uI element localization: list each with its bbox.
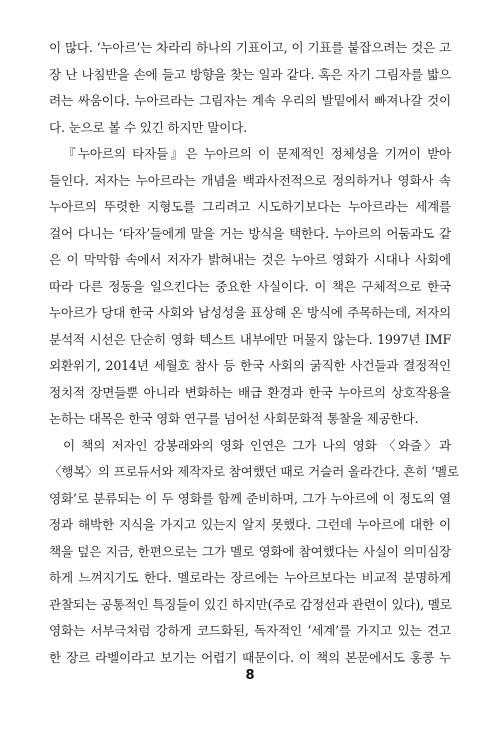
page-body xyxy=(49,35,459,671)
text-line: 이 책의 저자인 강봉래와의 영화 인연은 그가 나의 영화 〈와즐〉과 xyxy=(63,437,451,453)
text-line: 누아르의 뚜렷한 지형도를 그리려고 시도하기보다는 누아르라는 세계를 xyxy=(49,199,451,214)
text-line: 영화’로 분류되는 이 두 영화를 함께 준비하며, 그가 누아르에 이 정도의 열 xyxy=(49,490,451,506)
text-line: 은 이 막막함 속에서 저자가 밝혀내는 것은 누아르 영화가 시대나 사회에 xyxy=(49,252,451,267)
paragraph-3 xyxy=(49,433,459,672)
text-line: 〈행복〉의 프로듀서와 제작자로 참여했던 때로 거슬러 올라간다. 흔히 ‘멜로 xyxy=(49,464,459,479)
text-line: 걸어 다니는 ‘타자’들에게 말을 거는 방식을 택한다. 누아르의 어둠과도 같 xyxy=(49,225,451,241)
text-line: 책을 덮은 지금, 한편으로는 그가 멜로 영화에 참여했다는 사실이 의미심장 xyxy=(49,543,451,559)
text-line: 분석적 시선은 단순히 영화 텍스트 내부에만 머물지 않는다. 1997년 IMF xyxy=(49,331,451,347)
paragraph-1 xyxy=(49,35,451,141)
text-line: 한 장르 라벨이라고 보기는 어렵기 때문이다. 이 책의 본문에서도 홍콩 누 xyxy=(49,649,451,665)
text-line: 『누아르의 타자들』은 누아르의 이 문제적인 정체성을 기꺼이 받아 xyxy=(63,146,451,161)
text-line: 관찰되는 공통적인 특징들이 있긴 하지만(주로 감정선과 관련이 있다), 멜로 xyxy=(49,596,452,612)
text-line: 이 많다. ‘누아르’는 차라리 하나의 기표이고, 이 기표를 붙잡으려는 것은 고 xyxy=(49,40,451,55)
page-number: 8 xyxy=(245,668,255,683)
text-line: 외환위기, 2014년 세월호 참사 등 한국 사회의 굵직한 사건들과 결정적인 xyxy=(49,358,451,373)
text-line: 들인다. 저자는 누아르라는 개념을 백과사전적으로 정의하거나 영화사 속 xyxy=(49,172,451,188)
text-line: 누아르가 당대 한국 사회와 남성성을 표상해 온 방식에 주목하는데, 저자의 xyxy=(49,305,451,320)
text-line: 정치적 장면들뿐 아니라 변화하는 배급 환경과 한국 누아르의 상호작용을 xyxy=(49,384,451,400)
text-line: 논하는 대목은 한국 영화 연구를 넘어선 사회문화적 통찰을 제공한다. xyxy=(49,411,419,426)
text-line: 려는 싸움이다. 누아르라는 그림자는 계속 우리의 발밑에서 빠져나갈 것이 xyxy=(49,93,451,108)
text-line: 다. 눈으로 볼 수 있긴 하지만 말이다. xyxy=(49,119,247,135)
text-line: 장 난 나침반을 손에 들고 방향을 찾는 일과 같다. 혹은 자기 그림자를 밟으 xyxy=(49,66,451,82)
text-line: 하게 느껴지기도 한다. 멜로라는 장르에는 누아르보다는 비교적 분명하게 xyxy=(49,570,451,585)
text-line: 영화는 서부극처럼 강하게 코드화된, 독자적인 ‘세계’를 가지고 있는 견고 xyxy=(49,623,451,638)
text-line: 따라 다른 정동을 일으킨다는 중요한 사실이다. 이 책은 구체적으로 한국 xyxy=(49,278,451,294)
text-line: 정과 해박한 지식을 가지고 있는지 알지 못했다. 그런데 누아르에 대한 이 xyxy=(49,517,451,532)
paragraph-2 xyxy=(49,141,451,433)
